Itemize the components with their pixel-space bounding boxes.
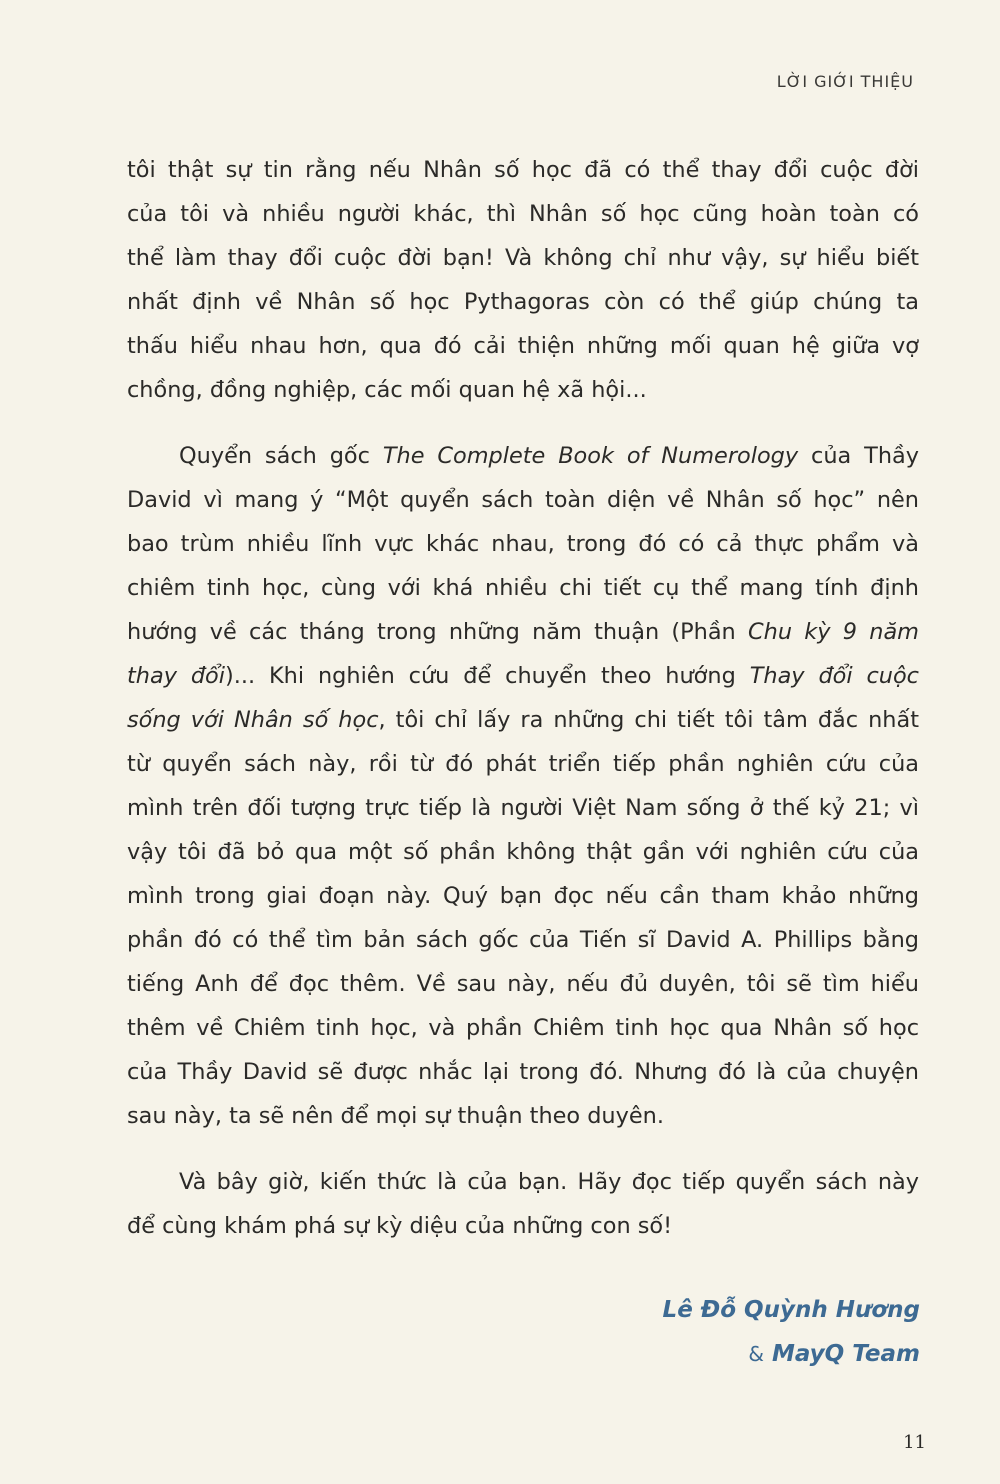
text-line: Quyển sách gốc The Complete Book of Numerology của Thầy (179, 443, 919, 469)
text-line: David vì mang ý “Một quyển sách toàn diện về Nhân số học” nên (127, 487, 919, 513)
text-line: Và bây giờ, kiến thức là của bạn. Hãy đọc tiếp quyển sách này (179, 1169, 919, 1195)
text-line: chiêm tinh học, cùng với khá nhiều chi tiết cụ thể mang tính định (127, 575, 919, 601)
text-line: phần đó có thể tìm bản sách gốc của Tiến sĩ David A. Phillips bằng (127, 927, 919, 953)
section-title-italic: Thay đổi cuộc (749, 663, 919, 689)
text-line: để cùng khám phá sự kỳ diệu của những con số! (127, 1213, 673, 1239)
text-line: nhất định về Nhân số học Pythagoras còn có thể giúp chúng ta (127, 289, 919, 315)
text-line: mình trên đối tượng trực tiếp là người Việt Nam sống ở thế kỷ 21; vì (127, 795, 919, 821)
ampersand: & (748, 1342, 764, 1366)
text-line: thấu hiểu nhau hơn, qua đó cải thiện những mối quan hệ giữa vợ (127, 333, 919, 359)
text-line: vậy tôi đã bỏ qua một số phần không thật gần với nghiên cứu của (127, 839, 919, 865)
body-text (127, 148, 919, 1248)
book-title-italic: The Complete Book of Numerology (382, 443, 799, 469)
paragraph-3 (127, 1160, 919, 1248)
text-line: tiếng Anh để đọc thêm. Về sau này, nếu đủ duyên, tôi sẽ tìm hiểu (127, 971, 919, 997)
running-header: LỜI GIỚI THIỆU (776, 72, 914, 91)
paragraph-2 (127, 434, 919, 1138)
author-name: Lê Đỗ Quỳnh Hương (662, 1297, 920, 1323)
text-line: tôi thật sự tin rằng nếu Nhân số học đã có thể thay đổi cuộc đời (127, 157, 919, 183)
paragraph-1 (127, 148, 919, 412)
text-line: của Thầy David sẽ được nhắc lại trong đó. Nhưng đó là của chuyện (127, 1059, 919, 1085)
text-line: chồng, đồng nghiệp, các mối quan hệ xã hội... (127, 377, 647, 403)
page-number: 11 (903, 1432, 926, 1453)
text-line: hướng về các tháng trong những năm thuận (Phần Chu kỳ 9 năm (127, 619, 919, 645)
text-line: sống với Nhân số học, tôi chỉ lấy ra những chi tiết tôi tâm đắc nhất (127, 707, 919, 733)
team-line (663, 1332, 920, 1376)
section-title-italic: sống với Nhân số học (127, 707, 379, 733)
text-line: sau này, ta sẽ nên để mọi sự thuận theo duyên. (127, 1103, 664, 1129)
text-line: bao trùm nhiều lĩnh vực khác nhau, trong đó có cả thực phẩm và (127, 531, 919, 557)
team-name: MayQ Team (771, 1341, 920, 1367)
text-line: thể làm thay đổi cuộc đời bạn! Và không chỉ như vậy, sự hiểu biết (127, 245, 919, 271)
text-line: của tôi và nhiều người khác, thì Nhân số học cũng hoàn toàn có (127, 201, 919, 227)
section-title-italic: Chu kỳ 9 năm (748, 619, 919, 645)
text-line: thêm về Chiêm tinh học, và phần Chiêm tinh học qua Nhân số học (127, 1015, 919, 1041)
section-title-italic: thay đổi (127, 663, 225, 689)
text-line: mình trong giai đoạn này. Quý bạn đọc nếu cần tham khảo những (127, 883, 919, 909)
author-signature (663, 1288, 920, 1376)
text-line: từ quyển sách này, rồi từ đó phát triển tiếp phần nghiên cứu của (127, 751, 919, 777)
text-line: thay đổi)... Khi nghiên cứu để chuyển theo hướng Thay đổi cuộc (127, 663, 919, 689)
